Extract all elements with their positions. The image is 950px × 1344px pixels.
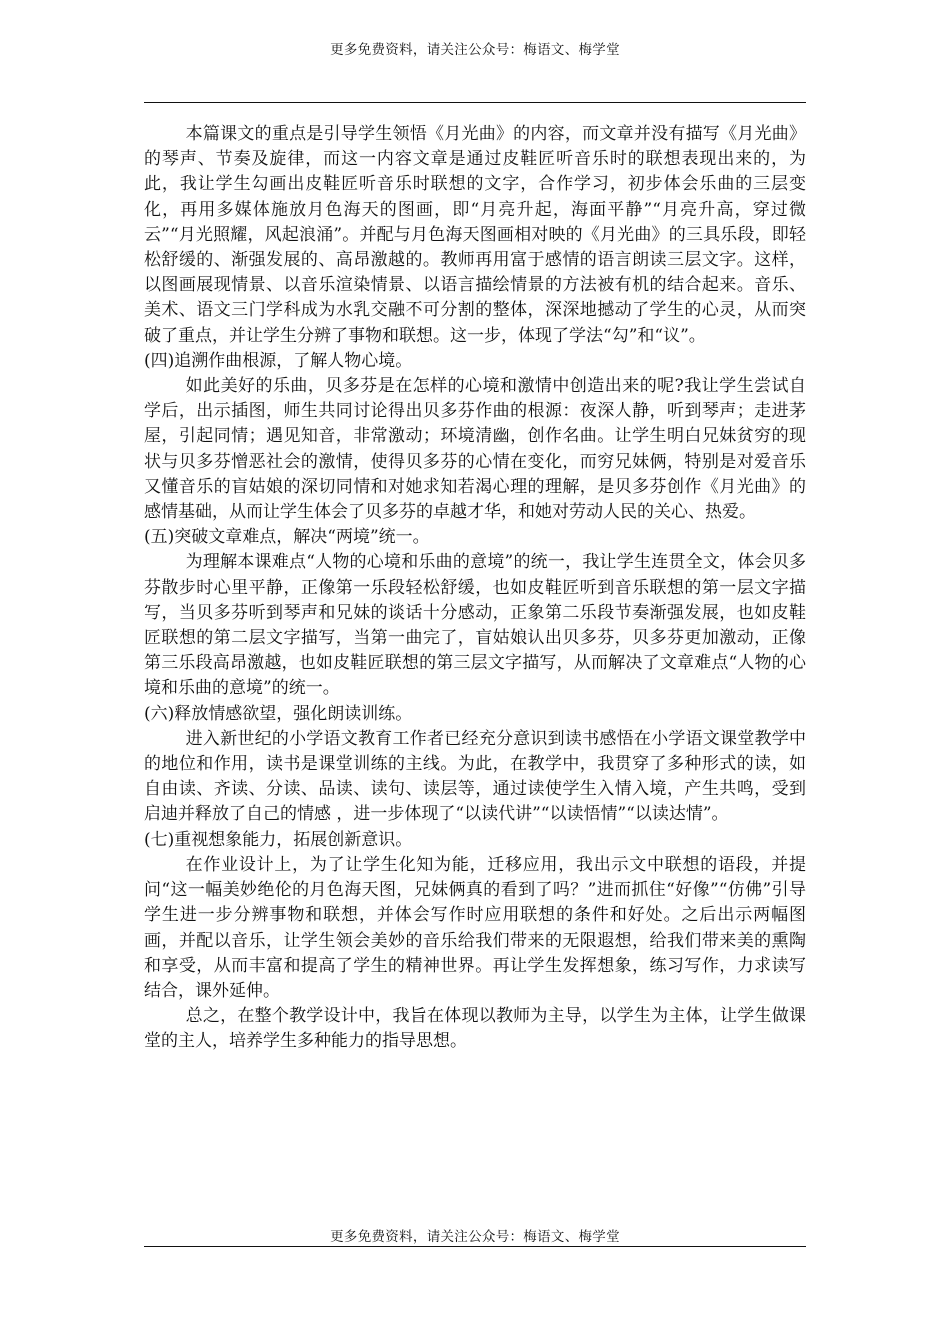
header-divider <box>144 102 806 103</box>
paragraph-composition-origin: 如此美好的乐曲，贝多芬是在怎样的心境和激情中创造出来的呢?我让学生尝试自学后，出示插图，师生共同讨论得出贝多芬作曲的根源：夜深人静，听到琴声；走进茅屋，引起同情；遇见知音，非常激动；环境清幽，创作名曲。让学生明白兄妹贫穷的现状与贝多芬憎恶社会的激情，使得贝多芬的心情在变化，而穷兄妹俩，特别是对爱音乐又懂音乐的盲姑娘的深切同情和对她求知若渴心理的理解，是贝多芬创作《月光曲》的感情基础，从而让学生体会了贝多芬的卓越才华，和她对劳动人民的关心、热爱。 <box>144 376 806 523</box>
section-heading-5: (五)突破文章难点，解决“两境”统一。 <box>144 527 430 548</box>
footer-divider <box>144 1246 806 1247</box>
paragraph-reading-training: 进入新世纪的小学语文教育工作者已经充分意识到读书感悟在小学语文课堂教学中的地位和作用，读书是课堂训练的主线。为此，在教学中，我贯穿了多种形式的读，如自由读、齐读、分读、品读、读句、读层等，通过读使学生入情入境，产生共鸣，受到启迪并释放了自己的情感 ，进一步体现了“以读代讲”“以读悟情”“以读达情”。 <box>144 728 806 825</box>
paragraph-difficulty: 为理解本课难点“人物的心境和乐曲的意境”的统一，我让学生连贯全文，体会贝多芬散步时心里平静，正像第一乐段轻松舒缓，也如皮鞋匠听到音乐联想的第一层文字描写，当贝多芬听到琴声和兄妹的谈话十分感动，正象第二乐段节奏渐强发展，也如皮鞋匠联想的第二层文字描写，当第一曲完了，盲姑娘认出贝多芬，贝多芬更加激动，正像第三乐段高昂激越，也如皮鞋匠联想的第三层文字描写，从而解决了文章难点“人物的心境和乐曲的意境”的统一。 <box>144 552 806 699</box>
paragraph-summary: 总之，在整个教学设计中，我旨在体现以教师为主导，以学生为主体，让学生做课堂的主人，培养学生多种能力的指导思想。 <box>144 1006 806 1052</box>
section-heading-4: (四)追溯作曲根源，了解人物心境。 <box>144 350 413 371</box>
paragraph-imagination: 在作业设计上，为了让学生化知为能，迁移应用，我出示文中联想的语段，并提问“这一幅美妙绝伦的月色海天图，兄妹俩真的看到了吗？”进而抓住“好像”“仿佛”引导学生进一步分辨事物和联想，并体会写作时应用联想的条件和好处。之后出示两幅图画，并配以音乐，让学生领会美妙的音乐给我们带来的无限遐想，给我们带来美的熏陶和享受，从而丰富和提高了学生的精神世界。再让学生发挥想象，练习写作，力求读写结合，课外延伸。 <box>144 854 806 1001</box>
section-heading-6: (六)释放情感欲望，强化朗读训练。 <box>144 703 413 724</box>
page-header: 更多免费资料，请关注公众号：梅语文、梅学堂 <box>330 42 620 58</box>
document-body <box>144 122 806 1055</box>
page-footer: 更多免费资料，请关注公众号：梅语文、梅学堂 <box>330 1229 620 1245</box>
section-heading-7: (七)重视想象能力，拓展创新意识。 <box>144 829 413 850</box>
paragraph-key-point: 本篇课文的重点是引导学生领悟《月光曲》的内容，而文章并没有描写《月光曲》的琴声、节奏及旋律，而这一内容文章是通过皮鞋匠听音乐时的联想表现出来的，为此，我让学生勾画出皮鞋匠听音乐时联想的文字，合作学习，初步体会乐曲的三层变化，再用多媒体施放月色海天的图画，即“月亮升起，海面平静”“月亮升高，穿过微云”“月光照耀，风起浪涌”。并配与月色海天图画相对映的《月光曲》的三具乐段，即轻松舒缓的、渐强发展的、高昂激越的。教师再用富于感情的语言朗读三层文字。这样，以图画展现情景、以音乐渲染情景、以语言描绘情景的方法被有机的结合起来。音乐、美术、语文三门学科成为水乳交融不可分割的整体，深深地撼动了学生的心灵，从而突破了重点，并让学生分辨了事物和联想。这一步，体现了学法“勾”和“议”。 <box>144 124 806 346</box>
